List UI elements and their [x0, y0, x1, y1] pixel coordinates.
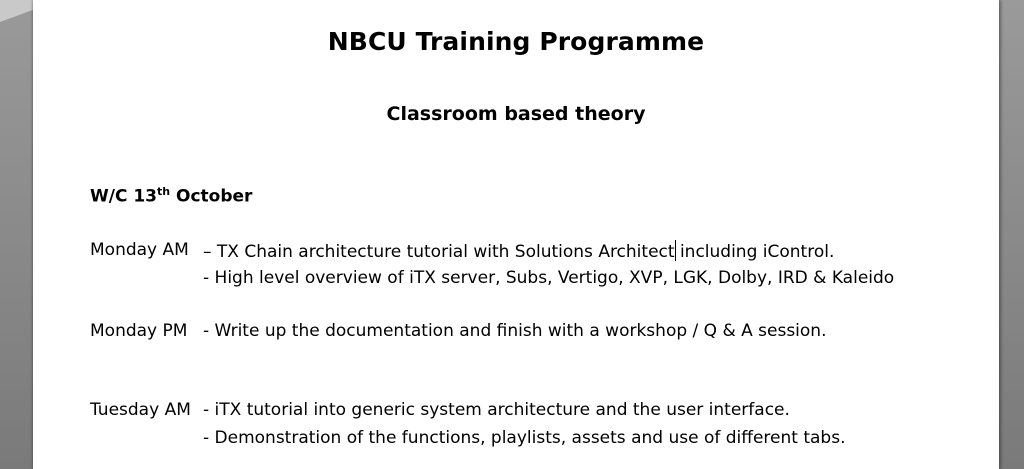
- session-item: - iTX tutorial into generic system architecture and the user interface.: [203, 400, 790, 420]
- session-item-text-continued: including iControl.: [674, 242, 835, 262]
- document-title: NBCU Training Programme: [327, 27, 705, 56]
- document-subtitle: Classroom based theory: [386, 103, 646, 125]
- session-item-text: – TX Chain architecture tutorial with Solutions Architect: [203, 242, 675, 262]
- session-item: - Demonstration of the functions, playlists, assets and use of different tabs.: [203, 428, 846, 448]
- session-item: - High level overview of iTX server, Subs, Vertigo, XVP, LGK, Dolby, IRD & Kaleido: [203, 268, 895, 288]
- session-label: Monday AM: [90, 240, 189, 260]
- session-label: Tuesday AM: [90, 400, 191, 420]
- week-heading: [90, 185, 252, 207]
- week-heading-prefix: W/C 13: [90, 186, 158, 207]
- document-page[interactable]: [33, 0, 999, 469]
- week-heading-suffix: October: [170, 186, 253, 207]
- week-heading-superscript: th: [157, 185, 171, 198]
- session-item: - Write up the documentation and finish with a workshop / Q & A session.: [203, 321, 827, 341]
- session-item: [203, 240, 894, 268]
- session-label: Monday PM: [90, 321, 188, 341]
